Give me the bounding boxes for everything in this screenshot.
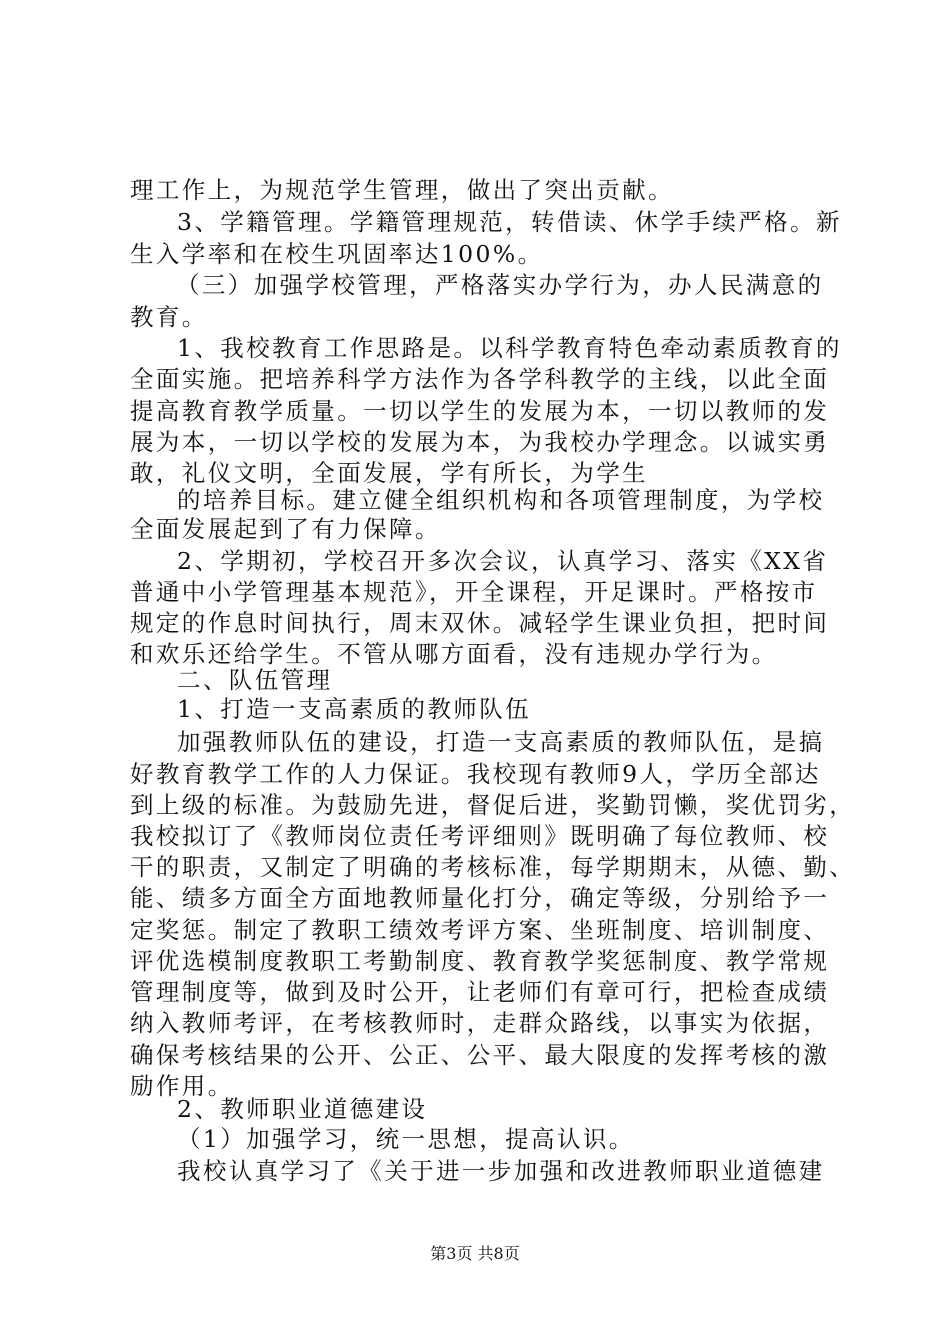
text-line: 我校拟订了《教师岗位责任考评细则》既明确了每位教师、校 [130,822,830,850]
text-line: 确保考核结果的公开、公正、公平、最大限度的发挥考核的激 [130,1041,830,1069]
text-line: 干的职责，又制定了明确的考核标准，每学期期末，从德、勤、 [130,853,856,881]
text-line: 好教育教学工作的人力保证。我校现有教师9人，学历全部达 [130,760,821,788]
text-line: 管理制度等，做到及时公开，让老师们有章可行，把检查成绩 [130,978,830,1006]
page-number-footer: 第3页 共8页 [430,1244,520,1263]
text-line: （1）加强学习，统一思想，提高认识。 [177,1125,635,1153]
text-line: 全面实施。把培养科学方法作为各学科教学的主线，以此全面 [130,365,830,393]
section-heading: 二、队伍管理 [177,666,333,694]
text-line: 我校认真学习了《关于进一步加强和改进教师职业道德建 [177,1157,825,1185]
text-line: 能、绩多方面全方面地教师量化打分，确定等级，分别给予一 [130,884,830,912]
text-line: 定奖惩。制定了教职工绩效考评方案、坐班制度、培训制度、 [130,916,830,944]
text-line: 纳入教师考评，在考核教师时，走群众路线，以事实为依据， [130,1009,830,1037]
text-line: 到上级的标准。为鼓励先进，督促后进，奖勤罚懒，奖优罚劣， [130,791,856,819]
text-line: 规定的作息时间执行，周末双休。减轻学生课业负担，把时间 [130,609,830,637]
text-line: 提高教育教学质量。一切以学生的发展为本，一切以教师的发 [130,397,830,425]
subsection-heading: 2、教师职业道德建设 [177,1095,428,1123]
text-line: 3、学籍管理。学籍管理规范，转借读、休学手续严格。新 [177,208,842,236]
text-line: 励作用。 [130,1072,234,1100]
text-line: 教育。 [130,303,208,331]
text-line: 展为本，一切以学校的发展为本，为我校办学理念。以诚实勇 [130,428,830,456]
text-line: 敢，礼仪文明，全面发展，学有所长，为学生 [130,459,648,487]
text-line: 全面发展起到了有力保障。 [130,515,441,543]
text-line: 1、我校教育工作思路是。以科学教育特色牵动素质教育的 [177,334,842,362]
text-line: 2、学期初，学校召开多次会议，认真学习、落实《XX省 [177,547,829,575]
text-line: 评优选模制度教职工考勤制度、教育教学奖惩制度、教学常规 [130,947,830,975]
text-line: 理工作上，为规范学生管理，做出了突出贡献。 [130,176,674,204]
text-line: 的培养目标。建立健全组织机构和各项管理制度，为学校 [177,486,825,514]
text-line: 和欢乐还给学生。不管从哪方面看，没有违规办学行为。 [130,640,778,668]
subsection-heading: 1、打造一支高素质的教师队伍 [177,695,532,723]
text-line: 加强教师队伍的建设，打造一支高素质的教师队伍，是搞 [177,728,825,756]
text-line: 生入学率和在校生巩固率达100%。 [130,240,544,268]
text-line: 普通中小学管理基本规范》，开全课程，开足课时。严格按市 [130,578,818,606]
text-line: （三）加强学校管理，严格落实办学行为，办人民满意的 [176,271,824,299]
